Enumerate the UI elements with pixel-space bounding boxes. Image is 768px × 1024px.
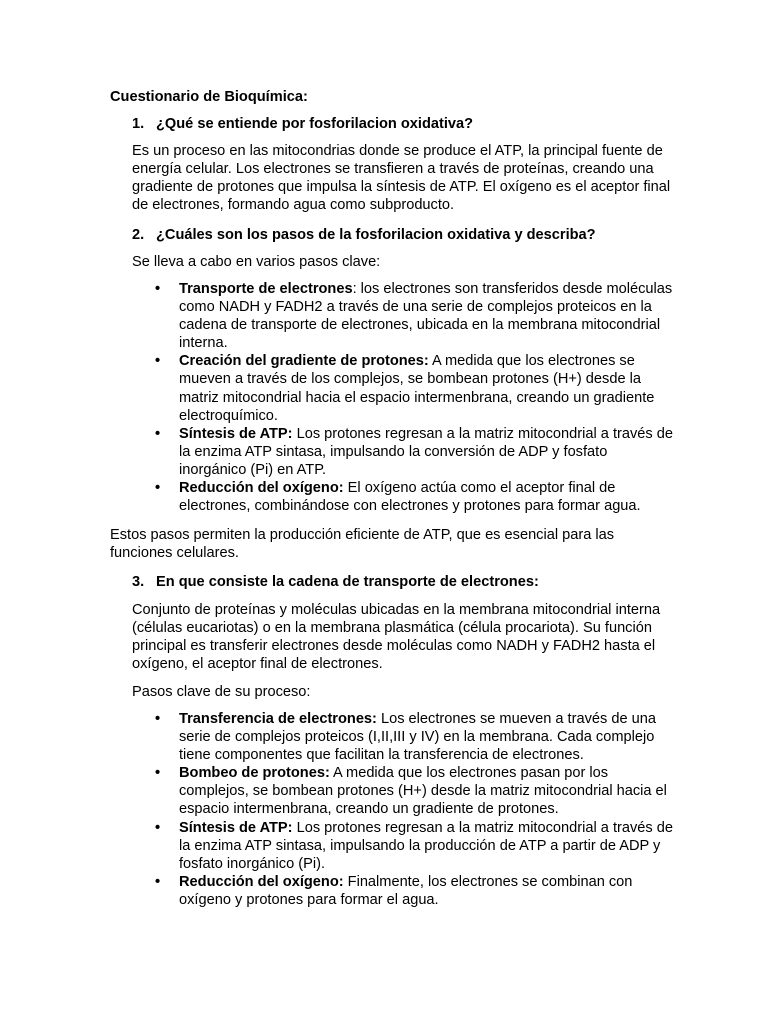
bullet-icon: •: [155, 711, 161, 727]
list-item: [155, 819, 675, 873]
step-text: Finalmente, los electrones se combinan con oxígeno y protones para formar el agua.: [179, 873, 633, 908]
question-1-answer: Es un proceso en las mitocondrias donde se produce el ATP, la principal fuente de energía celular. Los electrones se transfieren a través de proteínas, creando una gradiente de protones que impulsa la síntesis de ATP. El oxígeno es el aceptor final de electrones, formando agua como subproducto.: [132, 143, 671, 214]
question-3-number: 3.: [132, 574, 145, 590]
question-3-intro: Pasos clave de su proceso:: [132, 684, 311, 700]
question-2-heading: [132, 226, 596, 244]
list-item: [155, 352, 675, 424]
list-item: [155, 280, 675, 352]
step-term: Bombeo de protones:: [179, 765, 330, 782]
list-item: [155, 764, 675, 818]
step-text: Los electrones se mueven a través de una serie de complejos proteicos (I,II,III y IV) en la membrana. Cada complejo tiene componentes que facilitan la transferencia de electrones.: [179, 711, 656, 764]
document-title: Cuestionario de Bioquímica:: [110, 89, 308, 105]
question-2-text: ¿Cuáles son los pasos de la fosforilacion oxidativa y describa?: [156, 227, 596, 243]
list-item: [155, 425, 675, 479]
list-item: [155, 710, 675, 764]
question-3-heading: [132, 573, 539, 591]
question-1-text: ¿Qué se entiende por fosforilacion oxidativa?: [156, 116, 474, 132]
question-2-conclusion: Estos pasos permiten la producción eficiente de ATP, que es esencial para las funciones celulares.: [110, 527, 615, 562]
step-term: Síntesis de ATP:: [179, 819, 293, 836]
question-3-text: En que consiste la cadena de transporte de electrones:: [156, 574, 539, 590]
step-text: A medida que los electrones se mueven a través de los complejos, se bombean protones (H+) desde la matriz mitocondrial hacia el espacio intermenbrana, creando un gradiente electroquímico.: [179, 353, 655, 424]
step-term: Síntesis de ATP:: [179, 425, 293, 442]
bullet-icon: •: [155, 281, 161, 297]
step-term: Transporte de electrones: [179, 281, 353, 297]
question-1-number: 1.: [132, 116, 145, 132]
step-term: Creación del gradiente de protones:: [179, 353, 429, 370]
step-text: Los protones regresan a la matriz mitocondrial a través de la enzima ATP sintasa, impulsando la producción de ATP a partir de ADP y fosfato inorgánico (Pi).: [179, 819, 673, 872]
question-2-steps-list: [155, 280, 675, 515]
step-term: Reducción del oxígeno:: [179, 480, 344, 497]
bullet-icon: •: [155, 873, 161, 890]
step-text: : los electrones son transferidos desde moléculas como NADH y FADH2 a través de una serie de complejos proteicos en la cadena de transporte de electrones, ubicada en la membrana mitocondrial interna.: [179, 281, 673, 352]
step-text: Los protones regresan a la matriz mitocondrial a través de la enzima ATP sintasa, impulsando la conversión de ADP y fosfato inorgánico (Pi) en ATP.: [179, 425, 673, 478]
question-1-heading: [132, 115, 473, 133]
question-2-intro: Se lleva a cabo en varios pasos clave:: [132, 254, 381, 270]
bullet-icon: •: [155, 353, 161, 370]
step-text: A medida que los electrones pasan por los complejos, se bombean protones (H+) desde la matriz mitocondrial hacia el espacio intermenbrana, creando un gradiente de protones.: [179, 765, 667, 818]
step-term: Reducción del oxígeno:: [179, 873, 344, 890]
list-item: [155, 479, 675, 515]
step-text: El oxígeno actúa como el aceptor final de electrones, combinándose con electrones y protones para formar agua.: [179, 480, 641, 515]
bullet-icon: •: [155, 480, 161, 497]
question-2-number: 2.: [132, 227, 145, 243]
bullet-icon: •: [155, 819, 161, 836]
bullet-icon: •: [155, 765, 161, 782]
list-item: [155, 873, 675, 909]
bullet-icon: •: [155, 425, 161, 442]
question-3-steps-list: [155, 710, 675, 909]
question-3-answer: Conjunto de proteínas y moléculas ubicadas en la membrana mitocondrial interna (células eucariotas) o en la membrana plasmática (célula procariota). Su función principal es transferir electrones desde moléculas como NADH y FADH2 hasta el oxígeno, el aceptor final de electrones.: [132, 602, 661, 673]
step-term: Transferencia de electrones:: [179, 711, 377, 727]
